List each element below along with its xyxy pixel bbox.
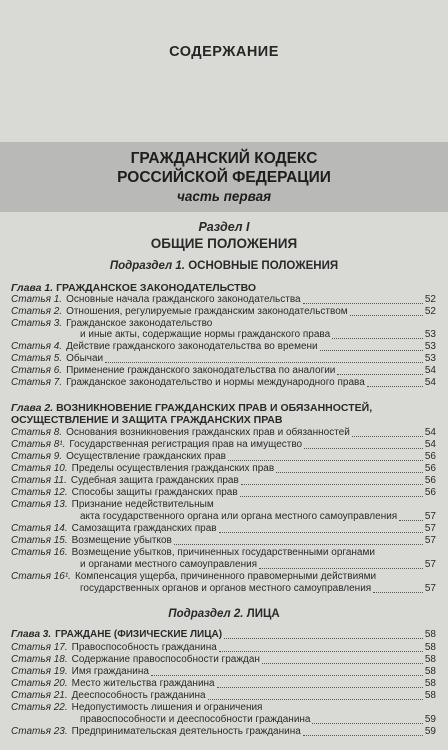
article-title-cont: государственных органов и органов местного самоуправления [80,583,372,594]
article-number: Статья 18. [11,654,68,665]
page-number: 59 [424,726,436,737]
page-number: 58 [424,678,436,689]
article-title: Судебная защита гражданских прав [70,475,239,486]
article-title: Основания возникновения гражданских прав и обязанностей [66,427,350,438]
toc-entry[interactable] [11,488,436,499]
article-number: Статья 10. [11,463,68,474]
article-title-cont: правоспособности и дееспособности гражданина [80,714,311,725]
toc-entry[interactable] [11,428,436,439]
article-number: Статья 21. [11,690,68,701]
dot-leader [332,338,423,339]
article-title: Способы защиты гражданских прав [71,487,238,498]
article-title: Отношения, регулируемые гражданским законодательством [66,306,348,317]
banner-line-1: ГРАЖДАНСКИЙ КОДЕКС [130,150,318,167]
toc-entry[interactable] [11,307,436,318]
page-number: 57 [424,583,436,594]
article-title: Имя гражданина [71,666,149,677]
article-number: Статья 16. [11,547,68,558]
banner-line-2: РОССИЙСКОЙ ФЕДЕРАЦИИ [117,169,331,186]
toc-entry[interactable] [11,643,436,654]
dot-leader [228,460,423,461]
page-number: 54 [424,439,436,450]
article-number: Статья 16¹. [11,571,71,582]
article-title: Содержание правоспособности граждан [71,654,260,665]
page-number: 53 [424,329,436,340]
page-number: 57 [424,523,436,534]
article-title: Гражданское законодательство [66,318,213,329]
dot-leader [312,723,422,724]
toc-entry[interactable] [11,524,436,535]
toc-entry[interactable] [11,440,436,451]
article-number: Статья 20. [11,678,68,689]
page-number: 58 [424,642,436,653]
chapter-1-title: ГРАЖДАНСКОЕ ЗАКОНОДАТЕЛЬСТВО [56,282,257,294]
dot-leader [217,687,423,688]
page-number: 56 [424,451,436,462]
subsection-2-heading [0,608,448,620]
page-number: 54 [424,365,436,376]
dot-leader [303,303,423,304]
toc-entry[interactable] [11,378,436,389]
toc-entry[interactable] [11,691,436,702]
dot-leader [367,386,423,387]
dot-leader [105,362,423,363]
article-number: Статья 3. [11,318,63,329]
article-number: Статья 17. [11,642,68,653]
dot-leader [337,374,422,375]
article-title: Правоспособность гражданина [71,642,217,653]
article-number: Статья 15. [11,535,68,546]
toc-entry[interactable] [11,354,436,365]
article-title: Компенсация ущерба, причиненного правомерными действиями [74,571,377,582]
article-number: Статья 6. [11,365,63,376]
page-number: 58 [424,629,436,640]
toc-entry[interactable] [11,679,436,690]
article-number: Статья 13. [11,499,68,510]
dot-leader [240,496,423,497]
dot-leader [399,520,423,521]
toc-entry[interactable] [11,295,436,306]
page-number: 58 [424,690,436,701]
dot-leader [262,663,423,664]
article-title: Возмещение убытков [71,535,172,546]
dot-leader [224,638,423,639]
toc-entry[interactable] [11,727,436,738]
page-number: 56 [424,463,436,474]
dot-leader [373,592,423,593]
page-number: 54 [424,427,436,438]
code-title-banner [0,142,448,212]
page-number: 58 [424,666,436,677]
article-number: Статья 7. [11,377,63,388]
article-title: Пределы осуществления гражданских прав [71,463,275,474]
dot-leader [304,448,423,449]
article-number: Статья 19. [11,666,68,677]
chapter-2-label: Глава 2. [11,402,54,414]
toc-entry[interactable] [11,667,436,678]
article-number: Статья 4. [11,341,63,352]
chapter-3-heading[interactable] [11,630,436,641]
article-title: Место жительства гражданина [71,678,215,689]
page-number: 52 [424,294,436,305]
page-number: 54 [424,377,436,388]
chapter-3-label: Глава 3. [11,629,52,640]
article-number: Статья 8¹. [11,439,66,450]
page-number: 57 [424,535,436,546]
dot-leader [352,436,423,437]
chapter-1-heading [11,282,436,294]
chapter-2-title-line-1: ВОЗНИКНОВЕНИЕ ГРАЖДАНСКИХ ПРАВ И ОБЯЗАННОСТЕЙ, [56,402,373,414]
chapter-2-title-line-2: ОСУЩЕСТВЛЕНИЕ И ЗАЩИТА ГРАЖДАНСКИХ ПРАВ [11,414,283,426]
dot-leader [259,568,423,569]
article-title: Применение гражданского законодательства по аналогии [66,365,336,376]
article-number: Статья 9. [11,451,63,462]
subsection-2-label: Подраздел 2. [168,608,244,620]
toc-entry-continuation[interactable] [80,330,436,341]
page-number: 56 [424,475,436,486]
toc-entry[interactable] [11,536,436,547]
section-label: Раздел I [198,220,250,234]
toc-entry-continuation[interactable] [80,715,436,726]
toc-entry[interactable] [11,366,436,377]
page-number: 57 [424,559,436,570]
article-number: Статья 5. [11,353,63,364]
article-title: Недопустимость лишения и ограничения [71,702,263,713]
page-number: 52 [424,306,436,317]
subsection-2-title: ЛИЦА [246,608,280,620]
article-title: Обычаи [66,353,104,364]
article-number: Статья 11. [11,475,67,486]
article-title: Гражданское законодательство и нормы международного права [66,377,365,388]
article-title: Возмещение убытков, причиненных государственными органами [71,547,375,558]
toc-entry[interactable] [11,319,436,330]
page-number: 53 [424,341,436,352]
toc-entry[interactable] [11,655,436,666]
article-title-cont: акта государственного органа или органа местного самоуправления [80,511,398,522]
chapter-3-title: ГРАЖДАНЕ (ФИЗИЧЕСКИЕ ЛИЦА) [55,629,223,640]
chapter-1-label: Глава 1. [11,282,54,294]
article-number: Статья 14. [11,523,68,534]
article-number: Статья 1. [11,294,63,305]
contents-title: СОДЕРЖАНИЕ [169,44,279,60]
toc-entry[interactable] [11,452,436,463]
subsection-1-title: ОСНОВНЫЕ ПОЛОЖЕНИЯ [188,260,339,272]
page-number: 56 [424,487,436,498]
dot-leader [219,532,423,533]
toc-entry[interactable] [11,464,436,475]
article-title: Действие гражданского законодательства во времени [66,341,318,352]
toc-entry[interactable] [11,548,436,559]
banner-part-label: часть первая [176,189,272,204]
dot-leader [320,350,423,351]
article-title: Признание недействительным [71,499,214,510]
toc-entry-continuation[interactable] [80,560,436,571]
dot-leader [276,472,423,473]
article-title-cont: и органами местного самоуправления [80,559,258,570]
article-number: Статья 23. [11,726,68,737]
dot-leader [219,651,423,652]
dot-leader [241,484,423,485]
page-number: 59 [424,714,436,725]
article-number: Статья 2. [11,306,63,317]
article-number: Статья 8. [11,427,63,438]
page-number: 58 [424,654,436,665]
article-title-cont: и иные акты, содержащие нормы гражданского права [80,329,331,340]
dot-leader [174,544,423,545]
dot-leader [350,315,423,316]
toc-entry[interactable] [11,572,436,583]
toc-entry[interactable] [11,342,436,353]
page-number: 53 [424,353,436,364]
article-title: Основные начала гражданского законодательства [66,294,301,305]
article-title: Государственная регистрация прав на имущество [69,439,303,450]
dot-leader [208,699,423,700]
chapter-2-heading [11,402,436,414]
subsection-1-label: Подраздел 1. [109,260,185,272]
toc-entry-continuation[interactable] [80,584,436,595]
toc-entry[interactable] [11,476,436,487]
toc-entry[interactable] [11,703,436,714]
article-number: Статья 12. [11,487,68,498]
subsection-1-heading [0,260,448,272]
article-title: Предпринимательская деятельность гражданина [71,726,301,737]
toc-entry[interactable] [11,500,436,511]
dot-leader [151,675,423,676]
chapter-2-heading-line-2 [11,414,436,426]
toc-entry-continuation[interactable] [80,512,436,523]
article-title: Самозащита гражданских прав [71,523,217,534]
article-title: Дееспособность гражданина [71,690,206,701]
dot-leader [303,735,423,736]
page-number: 57 [424,511,436,522]
article-number: Статья 22. [11,702,68,713]
article-title: Осуществление гражданских прав [66,451,226,462]
section-title: ОБЩИЕ ПОЛОЖЕНИЯ [150,236,298,251]
